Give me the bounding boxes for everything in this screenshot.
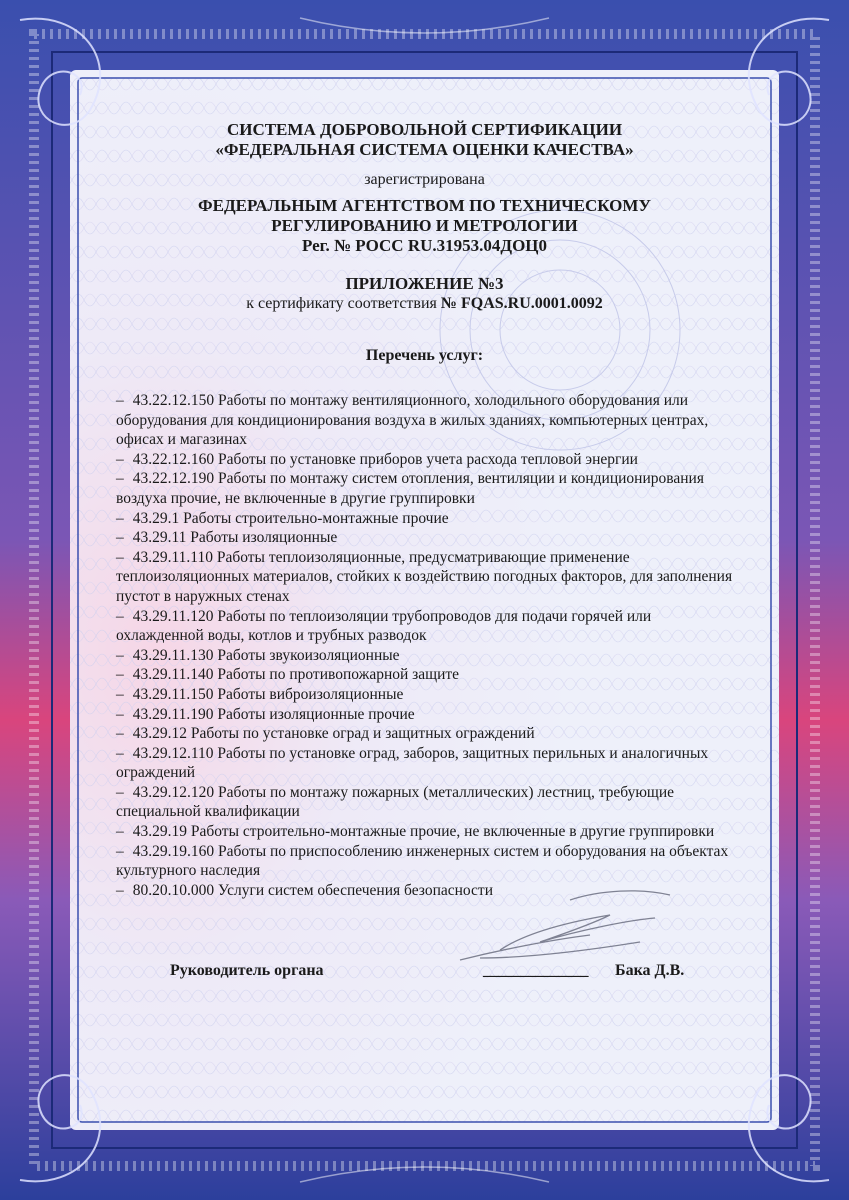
- service-item: [116, 607, 741, 646]
- service-item: [116, 783, 741, 822]
- service-item: [116, 509, 741, 529]
- service-item: [116, 744, 741, 783]
- service-dash: –: [116, 725, 124, 743]
- service-dash: –: [116, 842, 124, 860]
- service-text: 43.29.19 Работы строительно-монтажные прочие, не включенные в другие группировки: [132, 823, 715, 841]
- agency-line-2: РЕГУЛИРОВАНИЮ И МЕТРОЛОГИИ: [271, 216, 578, 235]
- handwritten-signature: [440, 880, 680, 970]
- service-item: [116, 685, 741, 705]
- service-dash: –: [116, 685, 124, 703]
- certificate-reference: [110, 294, 739, 314]
- service-text: 43.22.12.150 Работы по монтажу вентиляционного, холодильного оборудования или оборудования для кондиционирования воздуха в жилых зданиях, компьютерных центрах, офисах и магазинах: [116, 392, 709, 449]
- service-item: [116, 548, 741, 607]
- service-item: [116, 705, 741, 725]
- services-list: [116, 391, 741, 900]
- service-dash: –: [116, 666, 124, 684]
- service-text: 43.29.11.190 Работы изоляционные прочие: [132, 705, 415, 723]
- service-dash: –: [116, 881, 124, 899]
- registered-label: зарегистрирована: [364, 171, 485, 188]
- service-text: 43.29.11.130 Работы звукоизоляционные: [132, 646, 400, 664]
- service-item: [116, 724, 741, 744]
- signatory-name: Бака Д.В.: [615, 962, 685, 979]
- service-text: 43.29.12.120 Работы по монтажу пожарных (металлических) лестниц, требующие специальной квалификации: [116, 783, 675, 821]
- service-dash: –: [116, 529, 124, 547]
- certificate-number: № FQAS.RU.0001.0092: [440, 295, 603, 312]
- service-item: [116, 665, 741, 685]
- service-item: [116, 822, 741, 842]
- service-text: 43.29.12 Работы по установке оград и защитных ограждений: [132, 725, 535, 743]
- service-item: [116, 450, 741, 470]
- appendix-heading: [110, 274, 739, 314]
- service-item: [116, 646, 741, 666]
- signature-line: ______________: [483, 962, 588, 979]
- service-dash: –: [116, 783, 124, 801]
- service-text: 43.29.11 Работы изоляционные: [132, 529, 338, 547]
- service-item: [116, 391, 741, 450]
- service-dash: –: [116, 823, 124, 841]
- registration-number: Рег. № РОСС RU.31953.04ДОЦ0: [301, 236, 548, 255]
- service-dash: –: [116, 646, 124, 664]
- service-text: 43.29.11.110 Работы теплоизоляционные, предусматривающие применение теплоизоляционных материалов, стойких к воздействию погодных факторов, для заполнения пустот в наружных стенах: [116, 548, 733, 605]
- service-text: 43.22.12.190 Работы по монтажу систем отопления, вентиляции и кондиционирования воздуха прочие, не включенные в другие группировки: [116, 470, 704, 507]
- service-text: 43.29.11.150 Работы виброизоляционные: [132, 685, 404, 703]
- registering-agency: [110, 196, 739, 256]
- service-text: 43.22.12.160 Работы по установке приборов учета расхода тепловой энергии: [132, 450, 638, 468]
- agency-line-1: ФЕДЕРАЛЬНЫМ АГЕНТСТВОМ ПО ТЕХНИЧЕСКОМУ: [198, 196, 651, 215]
- service-dash: –: [116, 744, 124, 762]
- service-text: 80.20.10.000 Услуги систем обеспечения безопасности: [132, 881, 493, 899]
- service-text: 43.29.1 Работы строительно-монтажные прочие: [132, 509, 449, 527]
- appendix-title: ПРИЛОЖЕНИЕ №3: [345, 274, 504, 293]
- service-dash: –: [116, 450, 124, 468]
- service-item: [116, 842, 741, 881]
- service-text: 43.29.12.110 Работы по установке оград, заборов, защитных перильных и аналогичных ограждений: [116, 744, 709, 782]
- service-dash: –: [116, 548, 124, 566]
- services-heading: Перечень услуг:: [365, 347, 484, 364]
- service-dash: –: [116, 392, 124, 409]
- certification-system-title: [110, 120, 739, 160]
- service-text: 43.29.11.140 Работы по противопожарной защите: [132, 666, 460, 684]
- service-item: [116, 528, 741, 548]
- signatory-title: Руководитель органа: [170, 962, 324, 979]
- service-text: 43.29.11.120 Работы по теплоизоляции трубопроводов для подачи горячей или охлажденной воды, котлов и трубных разводок: [116, 607, 652, 645]
- system-title-line-2: «ФЕДЕРАЛЬНАЯ СИСТЕМА ОЦЕНКИ КАЧЕСТВА»: [215, 140, 634, 159]
- service-text: 43.29.19.160 Работы по приспособлению инженерных систем и оборудования на объектах культурного наследия: [116, 842, 729, 880]
- service-dash: –: [116, 607, 124, 625]
- service-dash: –: [116, 705, 124, 723]
- certificate-reference-prefix: к сертификату соответствия: [246, 295, 441, 312]
- service-dash: –: [116, 509, 124, 527]
- system-title-line-1: СИСТЕМА ДОБРОВОЛЬНОЙ СЕРТИФИКАЦИИ: [226, 120, 623, 139]
- service-dash: –: [116, 470, 124, 488]
- service-item: [116, 469, 741, 508]
